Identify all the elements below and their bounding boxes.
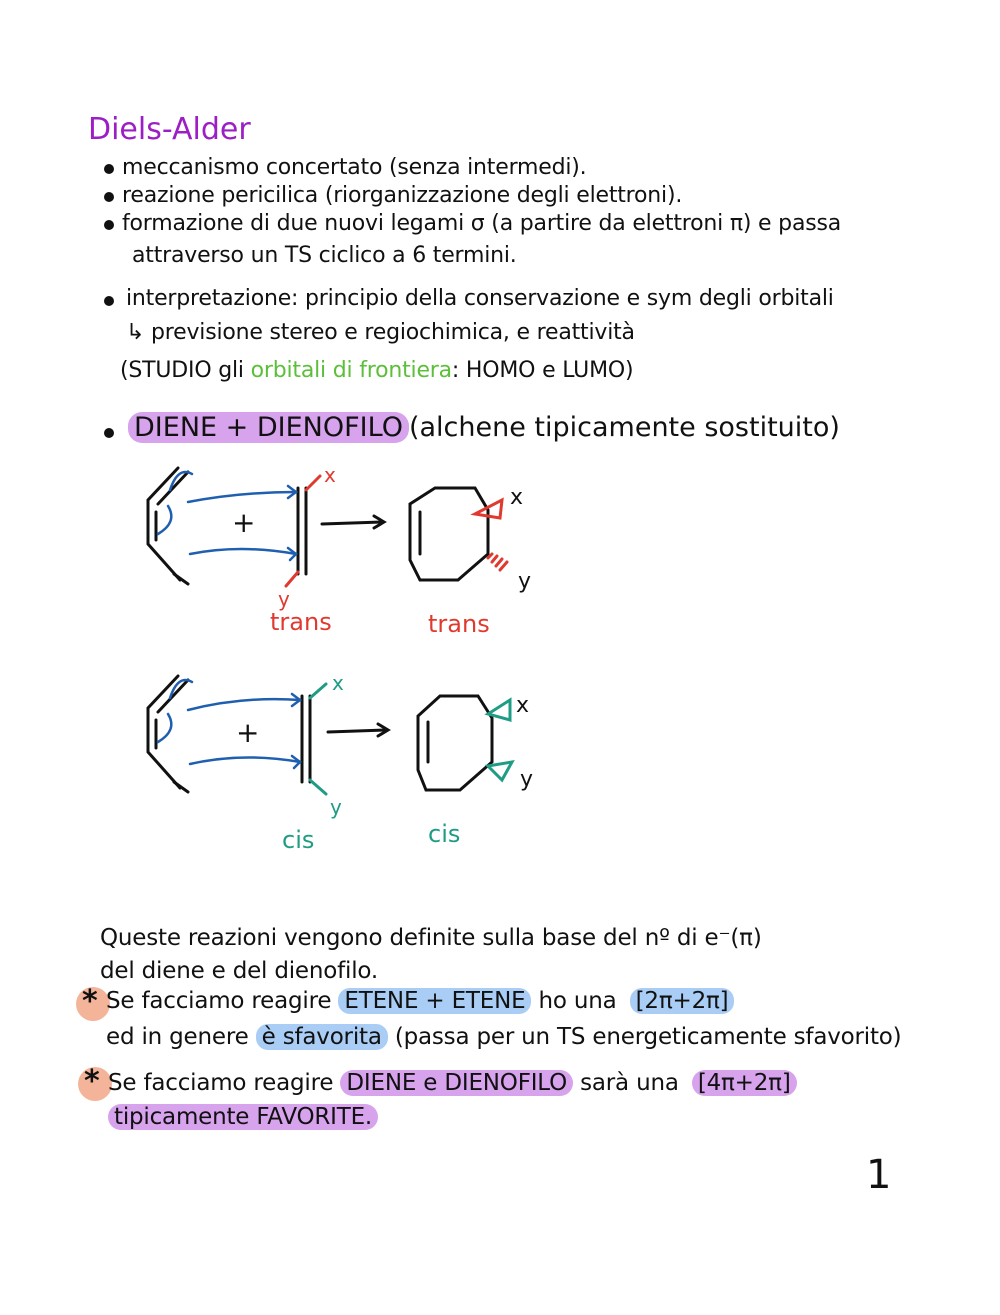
electron-arrow [158,506,171,534]
diene-line [128,412,840,443]
x-substituent-bond [310,684,326,698]
frontier-orbitals-text: orbitali di frontiera [250,358,452,383]
sfavorita-highlight: è sfavorita [256,1024,388,1050]
cis-label-reactant: cis [282,826,315,854]
product-y-label: y [520,767,534,792]
ethene-highlight: ETENE + ETENE [338,988,531,1014]
diene-double-bond [158,680,188,712]
product-x-label: x [516,693,530,718]
plus-sign: + [232,506,256,539]
electron-arrow [190,549,296,554]
x-substituent-bond [306,476,320,490]
cycloaddition-2-2-box: [2π+2π] [630,988,735,1014]
y-label: y [278,587,290,611]
cis-label-product: cis [428,820,461,848]
trans-label-reactant: trans [270,608,332,636]
star-icon: * [82,984,98,1019]
hash-bond [492,556,497,562]
y-substituent-bond [286,572,298,586]
bullet-dot [104,220,114,230]
trans-label-product: trans [428,610,490,638]
ts-note: (passa per un TS energeticamente sfavorito) [387,1024,902,1050]
diene-dienofilo-highlight: DIENE + DIENOFILO [128,412,409,443]
page-title: Diels-Alder [88,112,251,147]
statement-prefix: ed in genere [106,1024,256,1050]
statement-prefix: Se facciamo reagire [108,1070,341,1096]
statement-mid: sarà una [573,1070,686,1096]
product-y-label: y [518,569,532,594]
star-icon: * [84,1064,100,1099]
bullet-dot [104,296,114,306]
statement-diene-continued [108,1104,378,1130]
bullet-dot [104,428,114,438]
page-number: 1 [866,1152,892,1198]
bullet-dot [104,164,114,174]
bullet-text: formazione di due nuovi legami σ (a partire da elettroni π) e passa [122,211,842,236]
bullet-text: reazione pericilica (riorganizzazione degli elettroni). [122,183,683,208]
y-label: y [330,795,342,819]
wedge-bond [488,762,512,780]
electron-arrow [188,699,300,710]
cycloaddition-4-2-box: [4π+2π] [692,1070,797,1096]
bullet-dot [104,192,114,202]
bullet-text-continued: attraverso un TS ciclico a 6 termini. [132,243,517,268]
x-label: x [332,671,344,695]
product-x-label: x [510,485,524,510]
hash-bond [496,559,502,566]
notes-paragraph-line: Queste reazioni vengono definite sulla base del nº di e⁻(π) [100,925,762,951]
homo-lumo-text: : HOMO e LUMO) [451,358,634,383]
y-substituent-bond [310,780,326,794]
bullet-text: meccanismo concertato (senza intermedi). [122,155,587,180]
statement-ethene-continued [106,1024,901,1050]
favorite-highlight: tipicamente FAVORITE. [108,1104,378,1130]
scheme-cis [130,670,570,820]
statement-mid: ho una [531,988,624,1014]
hash-bond [500,562,507,570]
electron-arrow [188,492,296,502]
x-label: x [324,463,336,487]
reaction-arrow-line [322,522,382,524]
interpretazione-line: interpretazione: principio della conservazione e sym degli orbitali [126,286,834,311]
electron-arrow [190,757,300,764]
electron-arrow [158,714,171,742]
product-ring [410,488,488,580]
scheme-trans [130,462,570,612]
previsione-line: ↳ previsione stereo e regiochimica, e reattività [126,320,635,345]
plus-sign: + [236,716,260,749]
statement-prefix: Se facciamo reagire [106,988,339,1014]
reaction-arrow-line [328,730,386,732]
notes-paragraph-line: del diene e del dienofilo. [100,958,378,984]
diene-double-bond [158,472,188,504]
statement-diene [108,1070,797,1096]
studio-line [120,358,633,383]
diene-double-bond [174,782,188,792]
statement-ethene [106,988,734,1014]
alchene-text: (alchene tipicamente sostituito) [408,412,840,443]
diene-double-bond [174,574,188,584]
diene-dienofilo-highlight: DIENE e DIENOFILO [340,1070,573,1096]
studio-prefix: (STUDIO gli [120,358,251,383]
